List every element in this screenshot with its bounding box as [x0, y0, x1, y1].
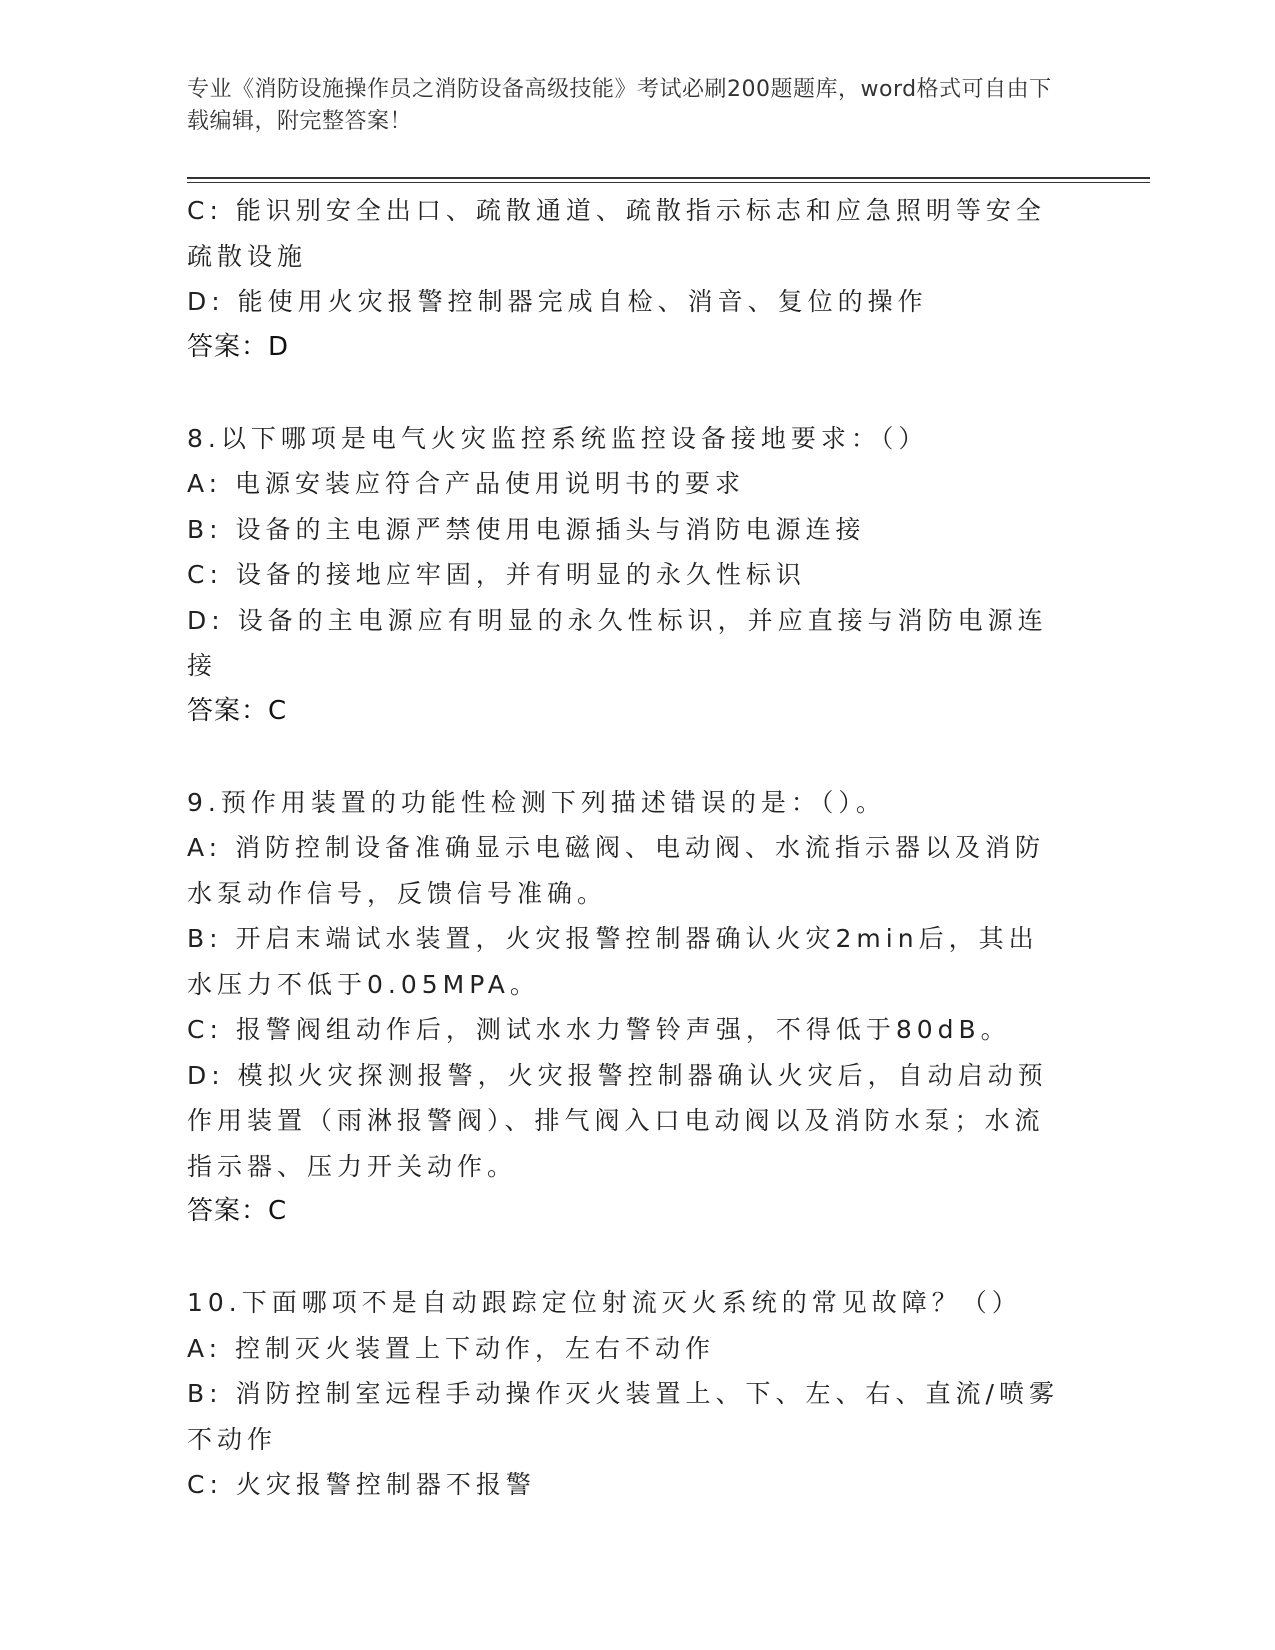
spacer — [187, 370, 1067, 416]
option-c: C: 报警阀组动作后，测试水水力警铃声强，不得低于80dB。 — [187, 1015, 1011, 1044]
option-c: C: 能识别安全出口、疏散通道、疏散指示标志和应急照明等安全疏散设施 — [187, 196, 1046, 271]
spacer — [187, 734, 1067, 780]
document-header-title: 专业《消防设施操作员之消防设备高级技能》考试必刷200题题库，word格式可自由下载编辑，附完整答案！ — [187, 77, 1052, 134]
header-rule-thin — [187, 182, 1150, 183]
option-d: D: 设备的主电源应有明显的永久性标识，并应直接与消防电源连接 — [187, 605, 1048, 680]
option-d: D: 能使用火灾报警控制器完成自检、消音、复位的操作 — [187, 287, 928, 316]
question-text: 9.预作用装置的功能性检测下列描述错误的是：（）。 — [187, 787, 886, 817]
option-b: B: 消防控制室远程手动操作灭火装置上、下、左、右、直流/喷雾不动作 — [187, 1379, 1059, 1454]
option-b: B: 开启末端试水装置，火灾报警控制器确认火灾2min后，其出水压力不低于0.05MPA。 — [187, 924, 1039, 999]
question-text: 10.下面哪项不是自动跟踪定位射流灭火系统的常见故障？（） — [187, 1288, 1022, 1317]
option-a: A: 消防控制设备准确显示电磁阀、电动阀、水流指示器以及消防水泵动作信号，反馈信号准确。 — [187, 833, 1046, 908]
option-c: C: 火灾报警控制器不报警 — [187, 1470, 536, 1499]
header-rule-thick — [187, 177, 1150, 179]
option-a: A: 电源安装应符合产品使用说明书的要求 — [187, 469, 746, 498]
question-block-8 — [187, 416, 1067, 735]
question-block-7-continued — [187, 188, 1067, 370]
question-text: 8.以下哪项是电气火灾监控系统监控设备接地要求：（） — [187, 423, 929, 453]
spacer — [187, 1235, 1067, 1281]
question-block-9 — [187, 780, 1067, 1235]
option-a: A: 控制灭火装置上下动作，左右不动作 — [187, 1333, 716, 1363]
answer-label: 答案：C — [187, 1196, 288, 1226]
answer-label: 答案：C — [187, 695, 288, 726]
option-d: D: 模拟火灾探测报警，火灾报警控制器确认火灾后，自动启动预作用装置（雨淋报警阀）、排气阀入口电动阀以及消防水泵；水流指示器、压力开关动作。 — [187, 1060, 1048, 1181]
question-block-10 — [187, 1280, 1067, 1508]
option-c: C: 设备的接地应牢固，并有明显的永久性标识 — [187, 560, 806, 589]
document-body — [187, 188, 1067, 1508]
option-b: B: 设备的主电源严禁使用电源插头与消防电源连接 — [187, 514, 866, 544]
answer-label: 答案：D — [187, 331, 290, 362]
